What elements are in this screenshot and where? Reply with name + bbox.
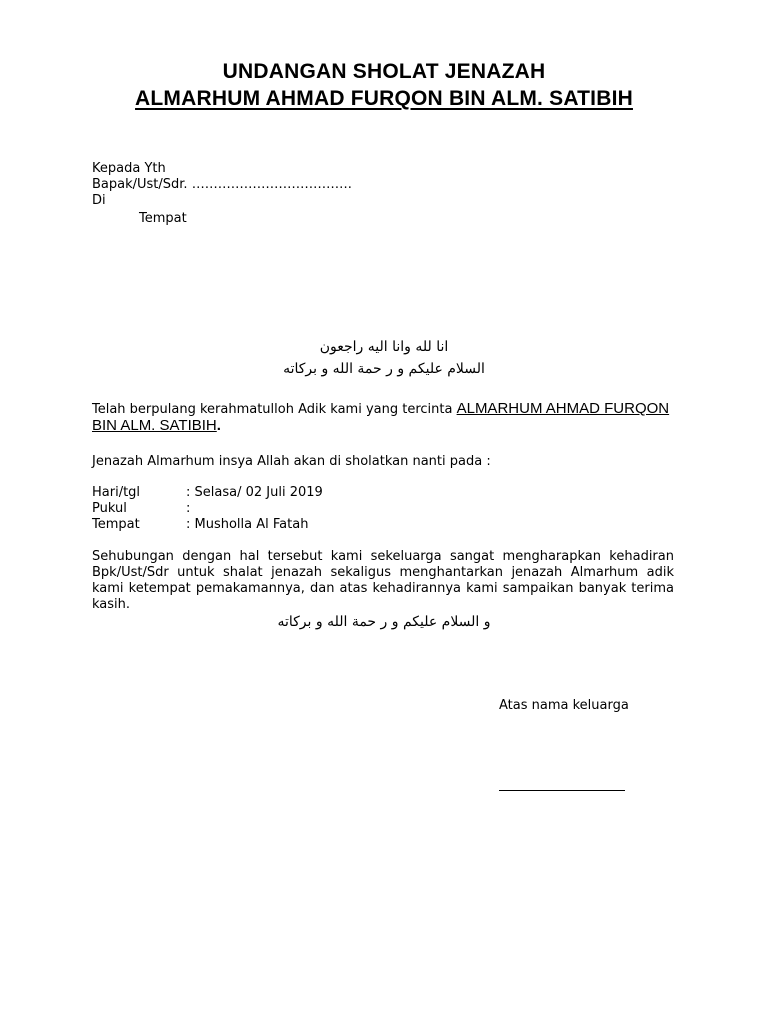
schedule-place-label: Tempat bbox=[92, 517, 140, 532]
recipient-location-prefix: Di bbox=[92, 193, 106, 208]
recipient-greeting: Kepada Yth bbox=[92, 161, 166, 176]
schedule-row-time bbox=[92, 501, 190, 517]
schedule-day-value: : Selasa/ 02 Juli 2019 bbox=[186, 485, 323, 500]
schedule-intro: Jenazah Almarhum insya Allah akan di sholatkan nanti pada : bbox=[92, 454, 491, 469]
signature-label: Atas nama keluarga bbox=[499, 698, 629, 713]
schedule-time-label: Pukul bbox=[92, 501, 127, 516]
arabic-salam-closing: و السلام عليكم و ر حمة الله و بركاته bbox=[277, 614, 491, 630]
deceased-name-heading: ALMARHUM AHMAD FURQON BIN ALM. SATIBIH bbox=[135, 87, 633, 110]
schedule-place-value: : Musholla Al Fatah bbox=[186, 517, 309, 532]
recipient-location: Tempat bbox=[139, 211, 187, 226]
schedule-row-place bbox=[92, 517, 308, 533]
arabic-istirja: انا لله وانا اليه راجعون bbox=[319, 339, 449, 355]
announcement-deceased-name: ALMARHUM AHMAD FURQON BIN ALM. SATIBIH bbox=[92, 400, 670, 434]
recipient-name-line: Bapak/Ust/Sdr. ………………………………. bbox=[92, 177, 352, 192]
announcement-lead: Telah berpulang kerahmatulloh Adik kami yang tercinta bbox=[92, 402, 457, 417]
announcement-period: . bbox=[216, 417, 221, 434]
announcement-paragraph bbox=[92, 401, 674, 435]
schedule-day-label: Hari/tgl bbox=[92, 485, 141, 500]
arabic-salam-opening: السلام عليكم و ر حمة الله و بركاته bbox=[283, 361, 485, 377]
signature-line bbox=[499, 790, 625, 791]
letter-title: UNDANGAN SHOLAT JENAZAH bbox=[222, 60, 546, 83]
schedule-row-day bbox=[92, 485, 323, 501]
closing-paragraph: Sehubungan dengan hal tersebut kami sekeluarga sangat mengharapkan kehadiran Bpk/Ust/Sdr untuk shalat jenazah sekaligus menghantarkan jenazah Almarhum adik kami ketempat pemakamannya, dan atas kehadirannya kami sampaikan banyak terima kasih. bbox=[92, 549, 674, 612]
schedule-time-value: : bbox=[186, 501, 191, 516]
